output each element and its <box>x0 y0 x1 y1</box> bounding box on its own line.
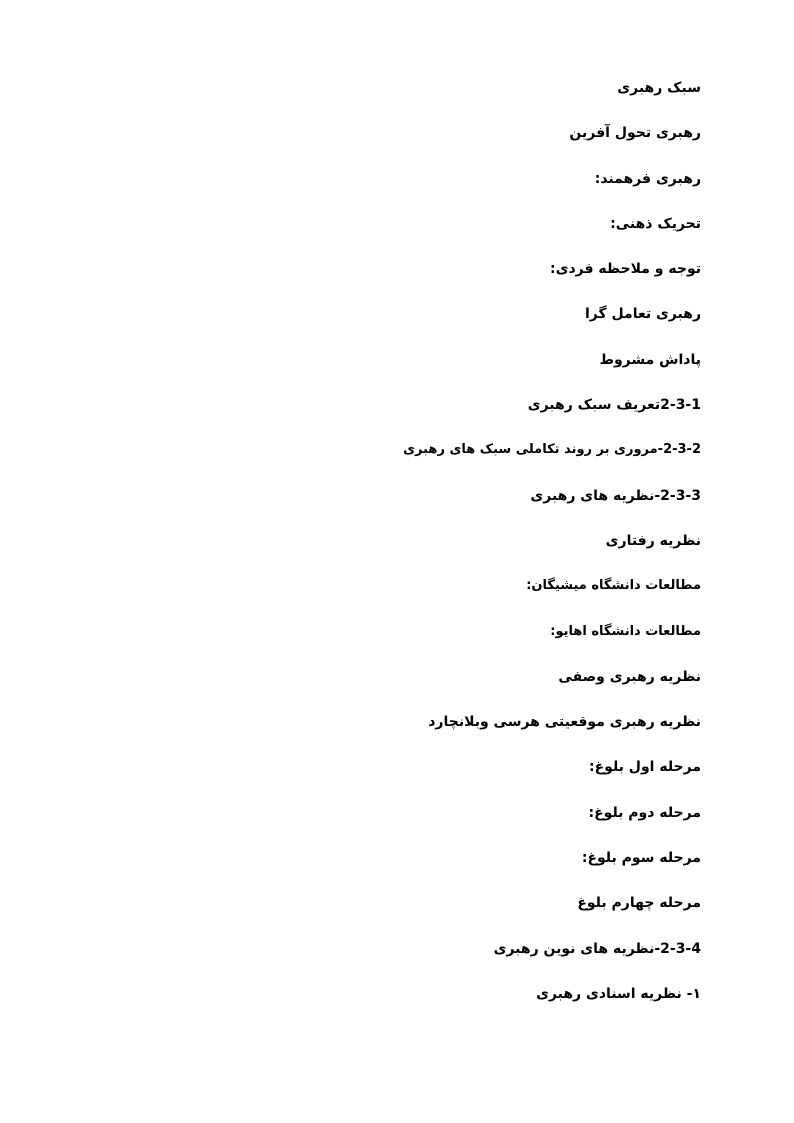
heading-line: رهبری فرهمند: <box>594 170 701 187</box>
heading-line: 2-3-4-نظریه های نوین رهبری <box>493 940 701 957</box>
heading-line: مطالعات دانشگاه میشیگان: <box>526 578 701 594</box>
heading-line: پاداش مشروط <box>599 351 701 368</box>
heading-line: مرحله اول بلوغ: <box>589 759 701 776</box>
heading-line: مرحله چهارم بلوغ <box>577 895 701 912</box>
heading-line: ۱- نظریه اسنادی رهبری <box>536 985 701 1002</box>
heading-line: توجه و ملاحظه فردی: <box>550 261 701 278</box>
heading-line: مطالعات دانشگاه اهایو: <box>550 623 701 639</box>
heading-line: رهبری تعامل گرا <box>585 306 701 323</box>
heading-line: تحریک ذهنی: <box>610 215 701 232</box>
heading-line: 2-3-2-مروری بر روند تکاملی سبک های رهبری <box>403 442 701 458</box>
heading-line: 2-3-3-نظریه های رهبری <box>530 487 701 504</box>
heading-line: 2-3-1تعریف سبک رهبری <box>527 397 701 414</box>
heading-line: نظریه رهبری وصفی <box>558 668 701 685</box>
heading-line: نظریه رهبری موقعیتی هرسی وبلانچارد <box>428 714 701 731</box>
heading-list <box>81 76 701 1027</box>
heading-line: مرحله سوم بلوغ: <box>581 850 701 867</box>
heading-line: نظریه رفتاری <box>605 532 701 549</box>
heading-line: سبک رهبری <box>617 80 701 96</box>
heading-line: مرحله دوم بلوغ: <box>588 804 701 821</box>
heading-line: رهبری تحول آفرین <box>569 125 701 142</box>
